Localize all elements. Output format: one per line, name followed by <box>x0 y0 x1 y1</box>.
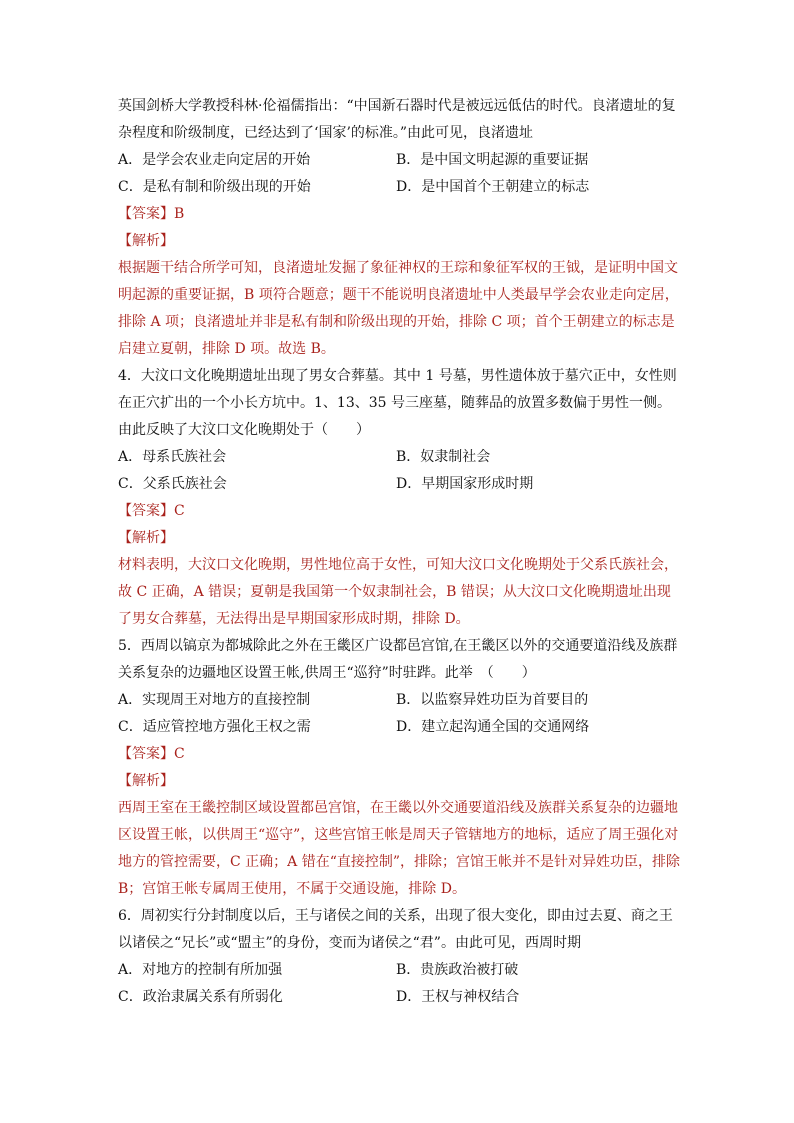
question-stem-line: 6．周初实行分封制度以后，王与诸侯之间的关系，出现了很大变化，即由过去夏、商之王 <box>118 908 673 924</box>
question-stem-line: 4．大汶口文化晚期遗址出现了男女合葬墓。其中 1 号墓，男性遗体放于墓穴正中，女性则 <box>118 368 677 384</box>
analysis-tag: 【解析】 <box>118 233 174 249</box>
question-stem-line: 由此反映了大汶口文化晚期处于（ ） <box>118 422 370 438</box>
analysis-line: 故 C 正确，A 错误；夏朝是我国第一个奴隶制社会，B 错误；从大汶口文化晚期遗址出现 <box>118 584 671 600</box>
analysis-line: 明起源的重要证据，B 项符合题意；题干不能说明良渚遗址中人类最早学会农业走向定居， <box>118 287 679 303</box>
question-stem-line: 英国剑桥大学教授科林·伦福儒指出：“中国新石器时代是被远远低估的时代。良渚遗址的复 <box>118 98 676 114</box>
answer-line <box>118 741 678 768</box>
options-row <box>118 984 678 1011</box>
options-row <box>118 444 678 471</box>
question-stem-line: 5．西周以镐京为都城除此之外在王畿区广设都邑宫馆,在王畿区以外的交通要道沿线及族群 <box>118 638 678 654</box>
option-d: D．王权与神权结合 <box>396 989 520 1005</box>
options-row <box>118 147 678 174</box>
answer-line <box>118 498 678 525</box>
question-6 <box>118 903 678 1011</box>
analysis-line: B；宫馆王帐专属周王使用，不属于交通设施，排除 D。 <box>118 881 466 897</box>
analysis-tag: 【解析】 <box>118 773 174 789</box>
option-c: C．政治隶属关系有所弱化 <box>118 989 283 1005</box>
answer-tag: 【答案】 <box>118 746 174 762</box>
option-b: B．以监察异姓功臣为首要目的 <box>396 692 589 708</box>
answer-line <box>118 201 678 228</box>
option-c: C．是私有制和阶级出现的开始 <box>118 179 311 195</box>
analysis-line: 根据题干结合所学可知，良渚遗址发掘了象征神权的王琮和象征军权的王钺，是证明中国文 <box>118 260 678 276</box>
option-c: C．父系氏族社会 <box>118 476 227 492</box>
question-5 <box>118 633 681 903</box>
analysis-line: 启建立夏朝，排除 D 项。故选 B。 <box>118 341 335 357</box>
options-row <box>118 714 678 741</box>
options-row <box>118 687 678 714</box>
question-stem-line: 以诸侯之“兄长”或“盟主”的身份，变而为诸侯之“君”。由此可见，西周时期 <box>118 935 581 951</box>
answer-value: B <box>174 206 185 222</box>
analysis-line: 地方的管控需要，C 正确；A 错在“直接控制”，排除；宫馆王帐并不是针对异姓功臣，排除 <box>118 854 681 870</box>
answer-tag: 【答案】 <box>118 206 174 222</box>
option-a: A．实现周王对地方的直接控制 <box>118 692 311 708</box>
answer-value: C <box>174 746 185 762</box>
option-b: B．是中国文明起源的重要证据 <box>396 152 589 168</box>
option-d: D．是中国首个王朝建立的标志 <box>396 179 590 195</box>
analysis-tag: 【解析】 <box>118 530 174 546</box>
option-b: B．贵族政治被打破 <box>396 962 519 978</box>
analysis-line: 了男女合葬墓，无法得出是早期国家形成时期，排除 D。 <box>118 611 470 627</box>
question-4 <box>118 363 678 633</box>
analysis-line: 西周王室在王畿控制区域设置都邑宫馆，在王畿以外交通要道沿线及族群关系复杂的边疆地 <box>118 800 678 816</box>
option-a: A．是学会农业走向定居的开始 <box>118 152 311 168</box>
option-b: B．奴隶制社会 <box>396 449 491 465</box>
question-stem-line: 在正穴扩出的一个小长方坑中。1、13、35 号三座墓，随葬品的放置多数偏于男性一侧。 <box>118 395 671 411</box>
option-d: D．建立起沟通全国的交通网络 <box>396 719 590 735</box>
option-c: C．适应管控地方强化王权之需 <box>118 719 311 735</box>
exam-page <box>118 93 681 1011</box>
options-row <box>118 471 678 498</box>
analysis-line: 区设置王帐，以供周王“巡守”，这些宫馆王帐是周天子管辖地方的地标，适应了周王强化对 <box>118 827 679 843</box>
question-stem-line: 杂程度和阶级制度，已经达到了‘国家’的标准。”由此可见，良渚遗址 <box>118 125 534 141</box>
answer-tag: 【答案】 <box>118 503 174 519</box>
question-3 <box>118 93 678 363</box>
answer-value: C <box>174 503 185 519</box>
option-a: A．对地方的控制有所加强 <box>118 962 283 978</box>
options-row <box>118 957 678 984</box>
analysis-line: 材料表明，大汶口文化晚期，男性地位高于女性，可知大汶口文化晚期处于父系氏族社会， <box>118 557 678 573</box>
options-row <box>118 174 678 201</box>
analysis-line: 排除 A 项；良渚遗址并非是私有制和阶级出现的开始，排除 C 项；首个王朝建立的标志是 <box>118 314 675 330</box>
option-d: D．早期国家形成时期 <box>396 476 534 492</box>
question-stem-line: 关系复杂的边疆地区设置王帐,供周王“巡狩”时驻跸。此举 （ ） <box>118 665 536 681</box>
option-a: A．母系氏族社会 <box>118 449 227 465</box>
